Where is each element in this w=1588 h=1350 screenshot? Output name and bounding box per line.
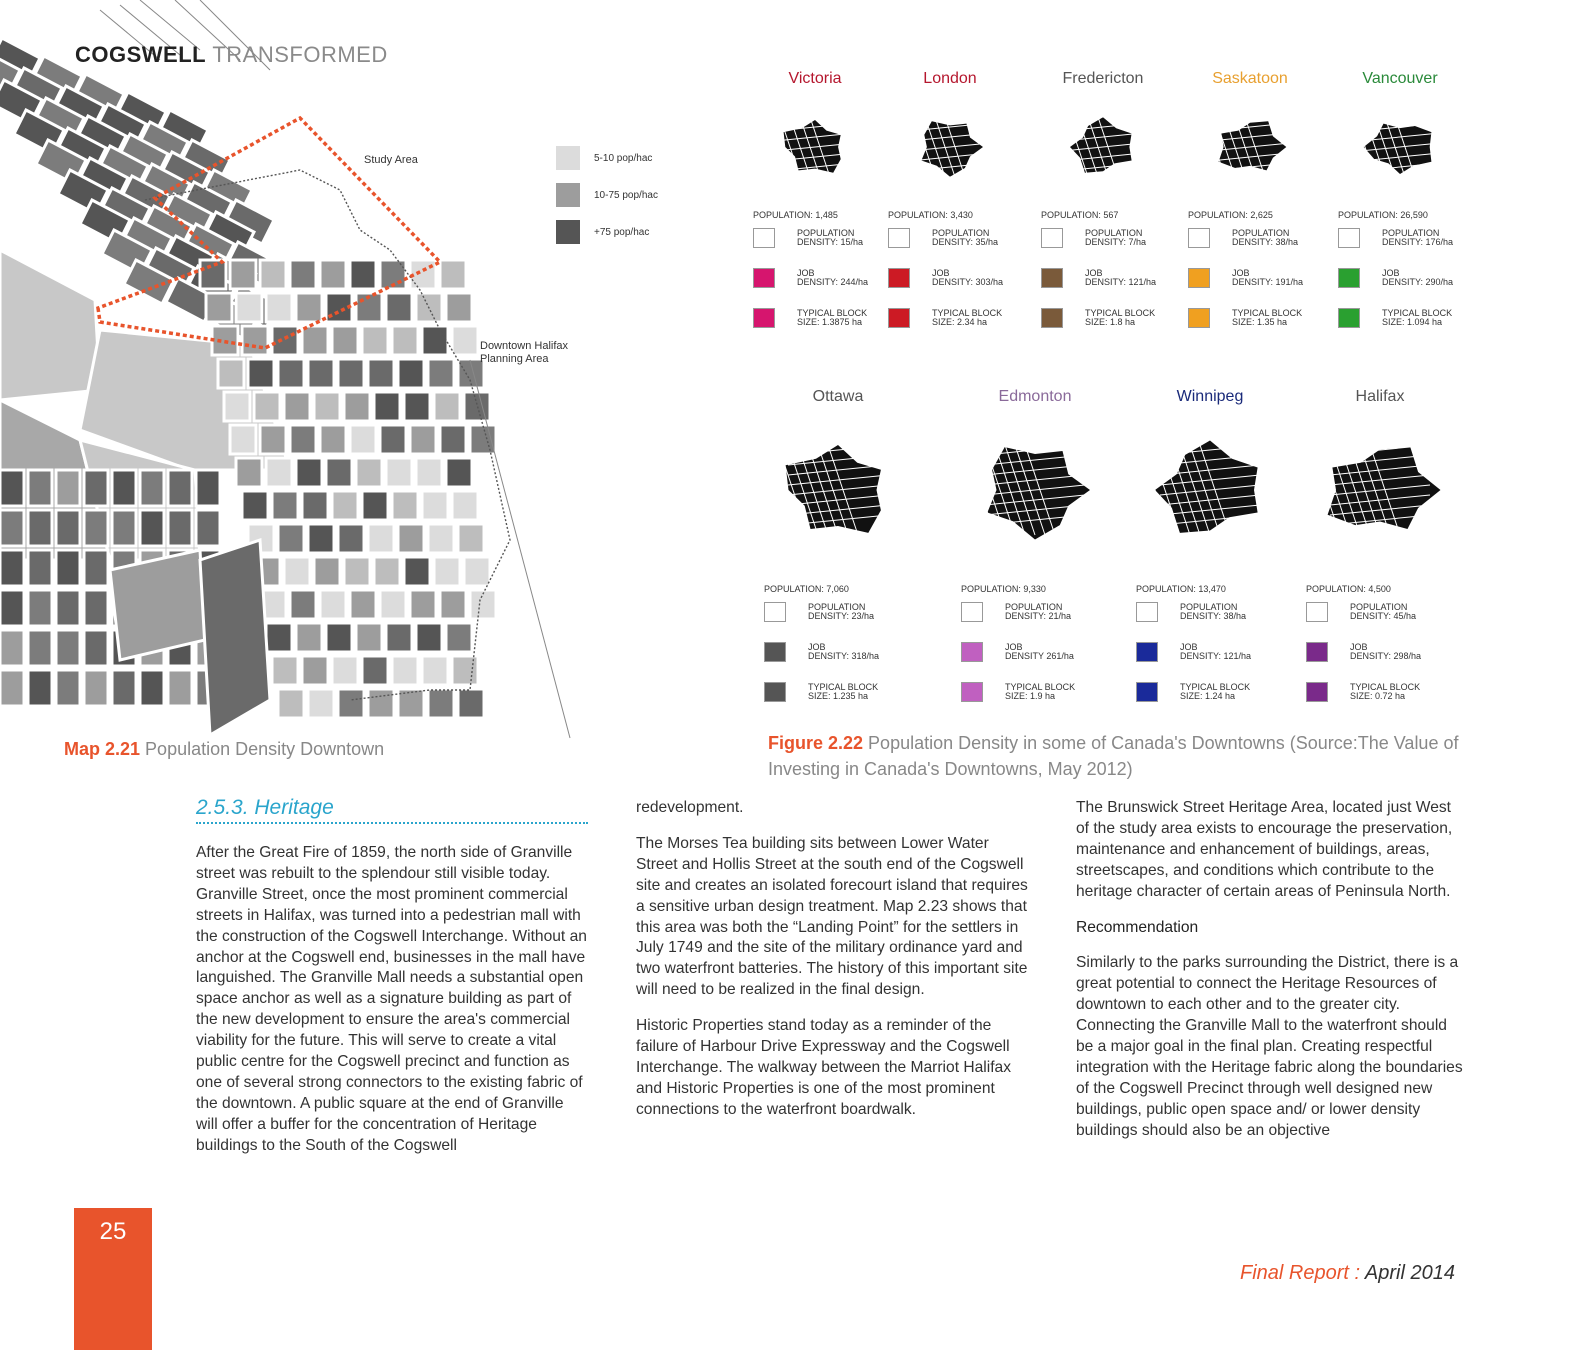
map-block bbox=[350, 590, 376, 619]
population-density-row bbox=[1041, 228, 1146, 248]
map-block bbox=[410, 590, 436, 619]
typical-block-size-text: TYPICAL BLOCK SIZE: 1.35 ha bbox=[1232, 308, 1303, 327]
map-block bbox=[404, 392, 430, 421]
job-density-icon bbox=[1041, 268, 1063, 288]
map-block bbox=[56, 630, 80, 666]
figure-caption-text: Population Density in some of Canada's Downtowns (Source:The Value of Investing in Canada's Downtowns, May 2012) bbox=[768, 733, 1459, 779]
map-block bbox=[28, 670, 52, 706]
map-block bbox=[206, 293, 232, 322]
city-name: Halifax bbox=[1355, 388, 1405, 405]
map-block bbox=[458, 689, 484, 718]
col2-paragraph-2: The Morses Tea building sits between Lower Water Street and Hollis Street at the south end of the Cogswell site and creates an isolated forecourt island that requires a sensitive urban design treatment. Map 2.23 shows that this area was both the “Landing Point” for the settlers in July 1749 and the site of the military ordinance yard and two waterfront batteries. The history of this important site will need to be realized in the final design. bbox=[636, 834, 1028, 999]
map-block bbox=[200, 260, 226, 289]
map-block bbox=[362, 491, 388, 520]
city-population: POPULATION: 13,470 bbox=[1136, 584, 1226, 594]
job-density-row bbox=[1306, 642, 1421, 662]
city-name: Winnipeg bbox=[1176, 388, 1244, 405]
typical-block-size-row bbox=[1188, 308, 1302, 328]
col3-paragraph-1: The Brunswick Street Heritage Area, located just West of the study area exists to encourage the preservation, maintenance and enhancement of buildings, areas, streetscapes, and conditions which contribute to the heritage character of certain areas of Peninsula North. bbox=[1076, 799, 1453, 900]
map-block bbox=[0, 590, 24, 626]
map-block bbox=[56, 510, 80, 546]
legend-item bbox=[556, 146, 652, 170]
typical-block-size-row bbox=[764, 682, 878, 702]
map-block bbox=[350, 260, 376, 289]
map-block bbox=[196, 470, 220, 506]
city-population: POPULATION: 9,330 bbox=[961, 584, 1046, 594]
map-block bbox=[302, 491, 328, 520]
map-block bbox=[338, 689, 364, 718]
page-number: 25 bbox=[74, 1208, 152, 1350]
map-block bbox=[196, 510, 220, 546]
job-density-text: JOB DENSITY: 318/ha bbox=[808, 642, 880, 661]
job-density-row bbox=[1338, 268, 1453, 288]
city-footprint bbox=[1180, 92, 1320, 202]
city-population: POPULATION: 4,500 bbox=[1306, 584, 1391, 594]
job-density-icon bbox=[1338, 268, 1360, 288]
map-block bbox=[380, 590, 406, 619]
map-block bbox=[296, 623, 322, 652]
city-population: POPULATION: 2,625 bbox=[1188, 210, 1273, 220]
population-density-icon bbox=[1188, 228, 1210, 248]
map-block bbox=[260, 425, 286, 454]
job-density-row bbox=[1136, 642, 1251, 662]
map-block bbox=[290, 590, 316, 619]
figure-caption bbox=[768, 730, 1468, 782]
city-footprint bbox=[1310, 410, 1450, 570]
col2-paragraph-1: redevelopment. bbox=[636, 799, 744, 816]
city-footprint bbox=[1033, 92, 1173, 202]
map-block bbox=[302, 326, 328, 355]
city-footprint bbox=[965, 410, 1105, 570]
header-light: TRANSFORMED bbox=[212, 42, 388, 67]
typical-block-size-icon bbox=[1338, 308, 1360, 328]
map-block bbox=[362, 326, 388, 355]
map-block bbox=[84, 670, 108, 706]
population-density-text: POPULATION DENSITY: 45/ha bbox=[1350, 602, 1417, 621]
map-block bbox=[398, 689, 424, 718]
map-block bbox=[338, 524, 364, 553]
map-block bbox=[332, 491, 358, 520]
city-population: POPULATION: 7,060 bbox=[764, 584, 849, 594]
job-density-icon bbox=[1188, 268, 1210, 288]
map-block bbox=[392, 656, 418, 685]
map-block bbox=[404, 557, 430, 586]
col3-paragraph-2: Similarly to the parks surrounding the District, there is a great potential to connect the Heritage Resources of downtown to each other and to the greater city. Connecting the Granville Mall to the waterfront should be a major goal in the final plan. Creating respectful integration with the Heritage fabric along the boundaries of the Cogswell Precinct through well designed new buildings, public open space and/ or lower density buildings should also be an objective bbox=[1076, 954, 1463, 1139]
city-population: POPULATION: 1,485 bbox=[753, 210, 838, 220]
map-block bbox=[56, 550, 80, 586]
map-block bbox=[410, 260, 436, 289]
text-column-2 bbox=[636, 798, 1028, 1136]
map-block bbox=[112, 510, 136, 546]
typical-block-size-text: TYPICAL BLOCK SIZE: 1.235 ha bbox=[808, 682, 879, 701]
footer-report: Final Report : bbox=[1240, 1262, 1361, 1284]
map-block bbox=[446, 623, 472, 652]
job-density-icon bbox=[1306, 642, 1328, 662]
job-density-icon bbox=[753, 268, 775, 288]
figure-caption-number: Figure 2.22 bbox=[768, 733, 864, 753]
population-density-row bbox=[1306, 602, 1416, 622]
col1-paragraph: After the Great Fire of 1859, the north side of Granville street was rebuilt to the splendour still visible today. Granville Street, once the most prominent commercial streets in Halifax, was turned into a pedestrian mall with the construction of the Cogswell Interchange. Without an anchor at the Cogswell end, businesses in the mall have languished. The Granville Mall needs a substantial open space anchor as well as a signature building as part of the new development to ensure the area's commercial viability for the future. This will serve to create a vital public centre for the Cogswell precinct and function as one of several strong connectors to the existing fabric of the downtown. A public square at the end of Granville will offer a buffer for the concentration of Heritage buildings to the South of the Cogswell bbox=[196, 844, 587, 1154]
job-density-text: JOB DENSITY: 303/ha bbox=[932, 268, 1004, 287]
job-density-text: JOB DENSITY: 290/ha bbox=[1382, 268, 1454, 287]
map-block bbox=[332, 326, 358, 355]
legend-label: 5-10 pop/hac bbox=[594, 152, 653, 164]
map-block bbox=[362, 656, 388, 685]
map-block bbox=[260, 260, 286, 289]
map-block bbox=[290, 425, 316, 454]
city-name: Edmonton bbox=[998, 388, 1072, 405]
map-block bbox=[140, 510, 164, 546]
map-block bbox=[266, 293, 292, 322]
map-block bbox=[236, 458, 262, 487]
population-density-icon bbox=[1306, 602, 1328, 622]
map-block bbox=[470, 425, 496, 454]
study-area-label: Study Area bbox=[364, 154, 418, 166]
map-block bbox=[296, 458, 322, 487]
typical-block-size-row bbox=[1041, 308, 1155, 328]
population-density-text: POPULATION DENSITY: 35/ha bbox=[932, 228, 999, 247]
map-block bbox=[28, 590, 52, 626]
typical-block-size-text: TYPICAL BLOCK SIZE: 1.8 ha bbox=[1085, 308, 1156, 327]
map-caption bbox=[64, 736, 384, 762]
map-block bbox=[278, 359, 304, 388]
city-name: Victoria bbox=[788, 70, 842, 87]
map-block bbox=[374, 392, 400, 421]
map-block bbox=[344, 392, 370, 421]
legend-swatch bbox=[556, 183, 580, 207]
map-block bbox=[338, 359, 364, 388]
map-block bbox=[230, 425, 256, 454]
map-block bbox=[344, 557, 370, 586]
population-density-row bbox=[888, 228, 998, 248]
city-population: POPULATION: 567 bbox=[1041, 210, 1119, 220]
typical-block-size-text: TYPICAL BLOCK SIZE: 2.34 ha bbox=[932, 308, 1003, 327]
map-block bbox=[112, 670, 136, 706]
typical-block-size-text: TYPICAL BLOCK SIZE: 1.24 ha bbox=[1180, 682, 1251, 701]
job-density-icon bbox=[961, 642, 983, 662]
typical-block-size-icon bbox=[1041, 308, 1063, 328]
section-heading: 2.5.3. Heritage bbox=[196, 796, 588, 824]
population-density-text: POPULATION DENSITY: 15/ha bbox=[797, 228, 864, 247]
map-block bbox=[290, 260, 316, 289]
map-block bbox=[84, 470, 108, 506]
population-density-icon bbox=[753, 228, 775, 248]
footer-date: April 2014 bbox=[1360, 1262, 1455, 1284]
map-block bbox=[464, 392, 490, 421]
planning-area-label bbox=[480, 340, 568, 366]
job-density-text: JOB DENSITY 261/ha bbox=[1005, 642, 1074, 661]
header-bold: COGSWELL bbox=[75, 42, 207, 67]
map-block bbox=[350, 425, 376, 454]
map-block bbox=[386, 293, 412, 322]
population-density-row bbox=[961, 602, 1071, 622]
map-block bbox=[392, 491, 418, 520]
job-density-text: JOB DENSITY: 121/ha bbox=[1180, 642, 1252, 661]
map-block bbox=[242, 326, 268, 355]
legend-item bbox=[556, 220, 649, 244]
map-block bbox=[428, 524, 454, 553]
map-block bbox=[168, 670, 192, 706]
map-block bbox=[56, 670, 80, 706]
map-block bbox=[314, 557, 340, 586]
map-block bbox=[296, 293, 322, 322]
map-block bbox=[266, 458, 292, 487]
map-block bbox=[386, 458, 412, 487]
map-block bbox=[392, 326, 418, 355]
job-density-icon bbox=[888, 268, 910, 288]
population-density-icon bbox=[764, 602, 786, 622]
job-density-row bbox=[1041, 268, 1156, 288]
map-block bbox=[374, 557, 400, 586]
typical-block-size-icon bbox=[764, 682, 786, 702]
map-block bbox=[254, 392, 280, 421]
legend-swatch bbox=[556, 146, 580, 170]
population-density-icon bbox=[888, 228, 910, 248]
typical-block-size-row bbox=[753, 308, 867, 328]
typical-block-size-icon bbox=[961, 682, 983, 702]
map-block bbox=[470, 590, 496, 619]
job-density-row bbox=[888, 268, 1003, 288]
map-block bbox=[272, 326, 298, 355]
population-density-text: POPULATION DENSITY: 38/ha bbox=[1232, 228, 1299, 247]
map-block bbox=[428, 359, 454, 388]
map-block bbox=[140, 470, 164, 506]
map-block bbox=[0, 250, 100, 400]
col3-heading: Recommendation bbox=[1076, 918, 1199, 936]
map-block bbox=[112, 470, 136, 506]
job-density-text: JOB DENSITY: 121/ha bbox=[1085, 268, 1157, 287]
population-density-row bbox=[1188, 228, 1298, 248]
population-density-map bbox=[0, 0, 600, 740]
map-block bbox=[422, 656, 448, 685]
legend-label: 10-75 pop/hac bbox=[594, 189, 658, 201]
map-block bbox=[0, 510, 24, 546]
city-population: POPULATION: 26,590 bbox=[1338, 210, 1428, 220]
city-footprint bbox=[768, 410, 908, 570]
city-name: Ottawa bbox=[812, 388, 864, 405]
map-block bbox=[416, 623, 442, 652]
typical-block-size-text: TYPICAL BLOCK SIZE: 1.3875 ha bbox=[797, 308, 868, 327]
map-block bbox=[284, 392, 310, 421]
city-name: Fredericton bbox=[1062, 70, 1144, 87]
map-block bbox=[28, 470, 52, 506]
city-footprint bbox=[880, 92, 1020, 202]
city-footprint bbox=[745, 92, 885, 202]
map-block bbox=[84, 510, 108, 546]
map-block bbox=[314, 392, 340, 421]
map-block bbox=[0, 670, 24, 706]
map-block bbox=[440, 590, 466, 619]
map-block bbox=[452, 656, 478, 685]
map-block bbox=[278, 524, 304, 553]
population-density-icon bbox=[1338, 228, 1360, 248]
map-block bbox=[168, 510, 192, 546]
job-density-row bbox=[764, 642, 879, 662]
city-footprint bbox=[1140, 410, 1280, 570]
map-block bbox=[422, 491, 448, 520]
population-density-icon bbox=[1136, 602, 1158, 622]
map-block bbox=[242, 491, 268, 520]
typical-block-size-row bbox=[888, 308, 1002, 328]
map-block bbox=[140, 670, 164, 706]
population-density-icon bbox=[1041, 228, 1063, 248]
typical-block-size-row bbox=[961, 682, 1075, 702]
map-block bbox=[368, 359, 394, 388]
map-block bbox=[308, 524, 334, 553]
map-block bbox=[168, 470, 192, 506]
map-block bbox=[56, 590, 80, 626]
job-density-row bbox=[753, 268, 868, 288]
population-density-text: POPULATION DENSITY: 38/ha bbox=[1180, 602, 1247, 621]
map-block bbox=[320, 590, 346, 619]
population-density-row bbox=[1338, 228, 1453, 248]
map-block bbox=[224, 392, 250, 421]
job-density-text: JOB DENSITY: 298/ha bbox=[1350, 642, 1422, 661]
map-block bbox=[28, 550, 52, 586]
map-block bbox=[248, 359, 274, 388]
map-block bbox=[200, 540, 270, 735]
city-name: Vancouver bbox=[1362, 70, 1438, 87]
header-title bbox=[75, 42, 388, 68]
map-caption-number: Map 2.21 bbox=[64, 739, 141, 759]
population-density-text: POPULATION DENSITY: 23/ha bbox=[808, 602, 875, 621]
map-block bbox=[368, 524, 394, 553]
map-block bbox=[56, 470, 80, 506]
map-block bbox=[308, 689, 334, 718]
typical-block-size-row bbox=[1338, 308, 1452, 328]
typical-block-size-text: TYPICAL BLOCK SIZE: 1.094 ha bbox=[1382, 308, 1453, 327]
map-block bbox=[84, 630, 108, 666]
population-density-text: POPULATION DENSITY: 21/ha bbox=[1005, 602, 1072, 621]
map-block bbox=[28, 630, 52, 666]
job-density-icon bbox=[764, 642, 786, 662]
map-block bbox=[110, 550, 205, 660]
city-footprint bbox=[1330, 92, 1470, 202]
typical-block-size-row bbox=[1136, 682, 1250, 702]
typical-block-size-icon bbox=[1136, 682, 1158, 702]
population-density-icon bbox=[961, 602, 983, 622]
population-density-text: POPULATION DENSITY: 176/ha bbox=[1382, 228, 1454, 247]
map-block bbox=[0, 630, 24, 666]
map-block bbox=[434, 392, 460, 421]
map-block bbox=[446, 293, 472, 322]
map-block bbox=[230, 260, 256, 289]
typical-block-size-icon bbox=[888, 308, 910, 328]
map-block bbox=[320, 425, 346, 454]
map-block bbox=[266, 623, 292, 652]
job-density-text: JOB DENSITY: 191/ha bbox=[1232, 268, 1304, 287]
map-block bbox=[446, 458, 472, 487]
map-block bbox=[356, 623, 382, 652]
map-block bbox=[302, 656, 328, 685]
job-density-row bbox=[1188, 268, 1303, 288]
planning-area-label-line2: Planning Area bbox=[480, 353, 549, 365]
map-block bbox=[452, 326, 478, 355]
population-density-row bbox=[753, 228, 863, 248]
map-block bbox=[380, 425, 406, 454]
map-block bbox=[236, 293, 262, 322]
map-block bbox=[326, 458, 352, 487]
planning-area-label-line1: Downtown Halifax bbox=[480, 340, 569, 352]
legend-item bbox=[556, 183, 658, 207]
map-block bbox=[428, 689, 454, 718]
map-block bbox=[434, 557, 460, 586]
population-density-row bbox=[764, 602, 874, 622]
map-block bbox=[218, 359, 244, 388]
col2-paragraph-3: Historic Properties stand today as a reminder of the failure of Harbour Drive Expressway and the Cogswell Interchange. The walkway between the Marriot Halifax and Historic Properties is one of the most prominent connections to the waterfront boardwalk. bbox=[636, 1017, 1012, 1118]
typical-block-size-text: TYPICAL BLOCK SIZE: 1.9 ha bbox=[1005, 682, 1076, 701]
map-block bbox=[386, 623, 412, 652]
map-block bbox=[422, 326, 448, 355]
map-block bbox=[284, 557, 310, 586]
text-column-3 bbox=[1076, 798, 1468, 1157]
map-block bbox=[398, 524, 424, 553]
typical-block-size-row bbox=[1306, 682, 1420, 702]
map-block bbox=[0, 550, 24, 586]
map-block bbox=[440, 425, 466, 454]
map-block bbox=[84, 590, 108, 626]
map-block bbox=[0, 470, 24, 506]
map-block bbox=[28, 510, 52, 546]
typical-block-size-text: TYPICAL BLOCK SIZE: 0.72 ha bbox=[1350, 682, 1421, 701]
typical-block-size-icon bbox=[753, 308, 775, 328]
map-block bbox=[332, 656, 358, 685]
typical-block-size-icon bbox=[1188, 308, 1210, 328]
map-block bbox=[272, 491, 298, 520]
map-block bbox=[398, 359, 424, 388]
map-caption-text: Population Density Downtown bbox=[140, 739, 385, 759]
report-footer bbox=[1240, 1262, 1455, 1285]
city-name: Saskatoon bbox=[1212, 70, 1288, 87]
map-block bbox=[452, 491, 478, 520]
map-block bbox=[272, 656, 298, 685]
typical-block-size-icon bbox=[1306, 682, 1328, 702]
map-block bbox=[320, 260, 346, 289]
map-block bbox=[356, 458, 382, 487]
map-block bbox=[458, 524, 484, 553]
map-block bbox=[440, 260, 466, 289]
job-density-text: JOB DENSITY: 244/ha bbox=[797, 268, 869, 287]
map-block bbox=[278, 689, 304, 718]
map-block bbox=[410, 425, 436, 454]
population-density-row bbox=[1136, 602, 1246, 622]
legend-label: +75 pop/hac bbox=[594, 226, 650, 238]
map-block bbox=[368, 689, 394, 718]
map-block bbox=[464, 557, 490, 586]
text-column-1 bbox=[196, 843, 588, 1172]
map-block bbox=[84, 550, 108, 586]
map-block bbox=[416, 458, 442, 487]
population-density-text: POPULATION DENSITY: 7/ha bbox=[1085, 228, 1147, 247]
job-density-row bbox=[961, 642, 1074, 662]
city-name: London bbox=[923, 70, 977, 87]
legend-swatch bbox=[556, 220, 580, 244]
city-population: POPULATION: 3,430 bbox=[888, 210, 973, 220]
map-block bbox=[326, 623, 352, 652]
map-block bbox=[308, 359, 334, 388]
job-density-icon bbox=[1136, 642, 1158, 662]
